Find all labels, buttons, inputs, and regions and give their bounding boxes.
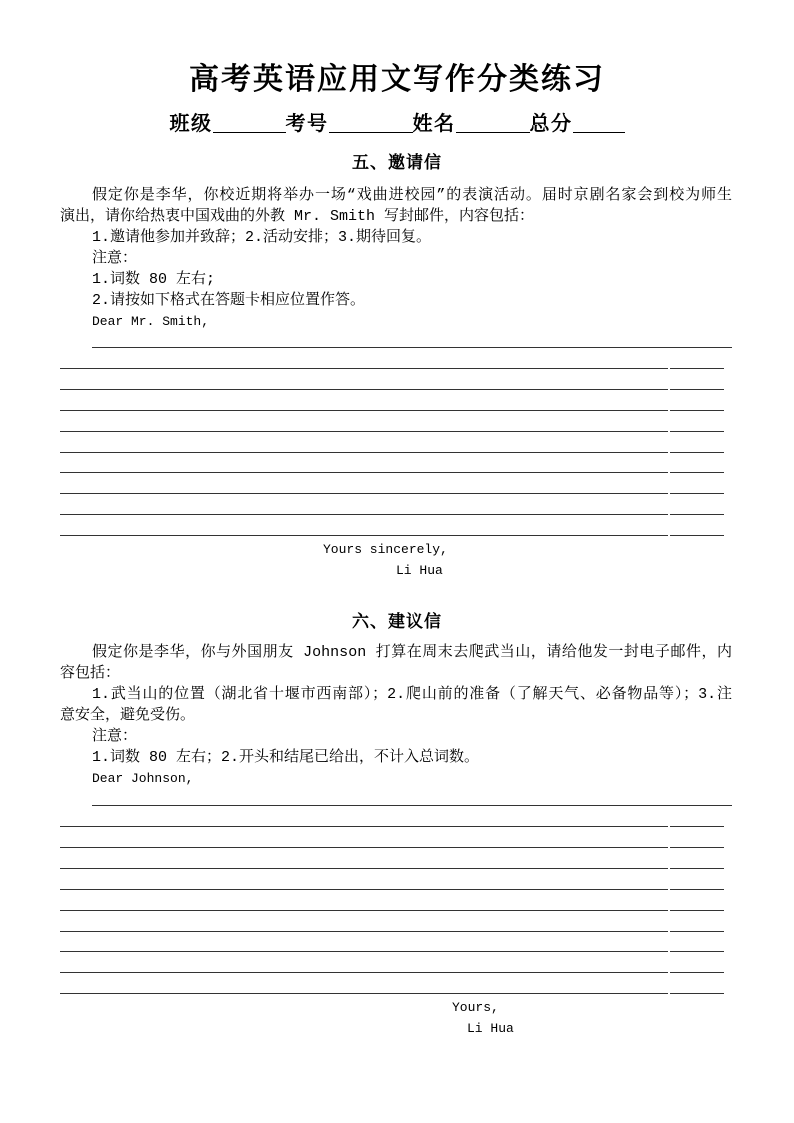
answer-line bbox=[60, 452, 724, 453]
exam-number-blank bbox=[329, 112, 413, 133]
answer-line-segment bbox=[670, 951, 724, 952]
answer-line bbox=[60, 910, 724, 911]
answer-line-segment bbox=[670, 389, 724, 390]
task-description bbox=[60, 642, 732, 789]
answer-line-segment bbox=[60, 951, 668, 952]
answer-line-segment bbox=[60, 514, 668, 515]
answer-line bbox=[60, 410, 724, 411]
content-requirements-line: 1.邀请他参加并致辞；2.活动安排；3.期待回复。 bbox=[92, 229, 432, 246]
answer-line-segment bbox=[60, 535, 668, 536]
answer-line-segment bbox=[670, 535, 724, 536]
task-prompt-line: 假定你是李华，你与外国朋友 Johnson 打算在周末去爬武当山，请给他发一封电子邮件，内 bbox=[92, 644, 732, 661]
letter-signature: Li Hua bbox=[467, 1021, 514, 1036]
answer-line-segment bbox=[670, 972, 724, 973]
answer-line bbox=[60, 889, 724, 890]
answer-line bbox=[60, 847, 724, 848]
answer-line bbox=[60, 368, 724, 369]
answer-line-segment bbox=[60, 389, 668, 390]
task-prompt-line: 演出，请你给热衷中国戏曲的外教 Mr. Smith 写封邮件，内容包括： bbox=[60, 208, 535, 225]
score-label: 总分 bbox=[529, 111, 573, 135]
name-label: 姓名 bbox=[412, 111, 456, 135]
note-item: 1.词数 80 左右; bbox=[92, 271, 216, 288]
class-label: 班级 bbox=[169, 111, 213, 135]
letter-closing: Yours, bbox=[452, 1000, 499, 1015]
answer-line-segment bbox=[670, 514, 724, 515]
name-blank bbox=[456, 112, 530, 133]
answer-line-segment bbox=[670, 493, 724, 494]
letter-salutation: Dear Mr. Smith, bbox=[92, 314, 210, 329]
score-blank bbox=[573, 112, 625, 133]
answer-line-segment bbox=[60, 431, 668, 432]
answer-line bbox=[92, 805, 732, 806]
answer-line bbox=[60, 826, 724, 827]
answer-line bbox=[60, 472, 724, 473]
answer-line bbox=[60, 993, 724, 994]
note-item: 1.词数 80 左右；2.开头和结尾已给出，不计入总词数。 bbox=[92, 749, 480, 766]
answer-line-segment bbox=[670, 993, 724, 994]
answer-line-segment bbox=[60, 493, 668, 494]
note-label: 注意： bbox=[92, 250, 138, 267]
answer-line-segment bbox=[670, 826, 724, 827]
answer-line-segment bbox=[60, 368, 668, 369]
answer-line bbox=[60, 389, 724, 390]
answer-line-segment bbox=[60, 868, 668, 869]
worksheet-title: 高考英语应用文写作分类练习 bbox=[189, 62, 605, 97]
note-label: 注意： bbox=[92, 728, 138, 745]
answer-line-segment bbox=[60, 472, 668, 473]
answer-line-segment bbox=[670, 868, 724, 869]
answer-line bbox=[60, 972, 724, 973]
answer-line-segment bbox=[60, 826, 668, 827]
answer-line-segment bbox=[670, 452, 724, 453]
answer-line-segment bbox=[670, 431, 724, 432]
answer-line bbox=[92, 347, 732, 348]
note-item: 2.请按如下格式在答题卡相应位置作答。 bbox=[92, 292, 366, 309]
answer-line-segment bbox=[60, 847, 668, 848]
answer-line-segment bbox=[60, 410, 668, 411]
answer-line bbox=[60, 514, 724, 515]
letter-closing: Yours sincerely, bbox=[323, 542, 448, 557]
section-heading: 五、邀请信 bbox=[352, 153, 442, 172]
answer-line-segment bbox=[60, 993, 668, 994]
answer-line bbox=[60, 493, 724, 494]
student-info-row bbox=[0, 111, 794, 135]
letter-signature: Li Hua bbox=[396, 563, 443, 578]
answer-line-segment bbox=[60, 972, 668, 973]
exam-number-label: 考号 bbox=[285, 111, 329, 135]
answer-line-segment bbox=[60, 910, 668, 911]
letter-salutation: Dear Johnson, bbox=[92, 771, 194, 786]
content-requirements-line: 1.武当山的位置（湖北省十堰市西南部）；2.爬山前的准备（了解天气、必备物品等）；3.注 bbox=[92, 686, 732, 703]
task-prompt-line: 容包括： bbox=[60, 665, 121, 682]
answer-line-segment bbox=[670, 847, 724, 848]
answer-line-segment bbox=[670, 889, 724, 890]
content-requirements-line: 意安全，避免受伤。 bbox=[60, 707, 196, 724]
section-heading: 六、建议信 bbox=[352, 612, 442, 631]
answer-line-segment bbox=[60, 452, 668, 453]
answer-line-segment bbox=[60, 889, 668, 890]
answer-line-segment bbox=[670, 410, 724, 411]
answer-line bbox=[60, 868, 724, 869]
answer-line bbox=[60, 931, 724, 932]
task-description bbox=[60, 185, 732, 332]
answer-line-segment bbox=[670, 910, 724, 911]
class-blank bbox=[213, 112, 286, 133]
answer-line-segment bbox=[670, 472, 724, 473]
answer-line bbox=[60, 951, 724, 952]
answer-line bbox=[60, 431, 724, 432]
task-prompt-line: 假定你是李华，你校近期将举办一场“戏曲进校园”的表演活动。届时京剧名家会到校为师生 bbox=[92, 187, 732, 204]
answer-line-segment bbox=[670, 368, 724, 369]
answer-line-segment bbox=[60, 931, 668, 932]
answer-line bbox=[60, 535, 724, 536]
answer-line-segment bbox=[670, 931, 724, 932]
